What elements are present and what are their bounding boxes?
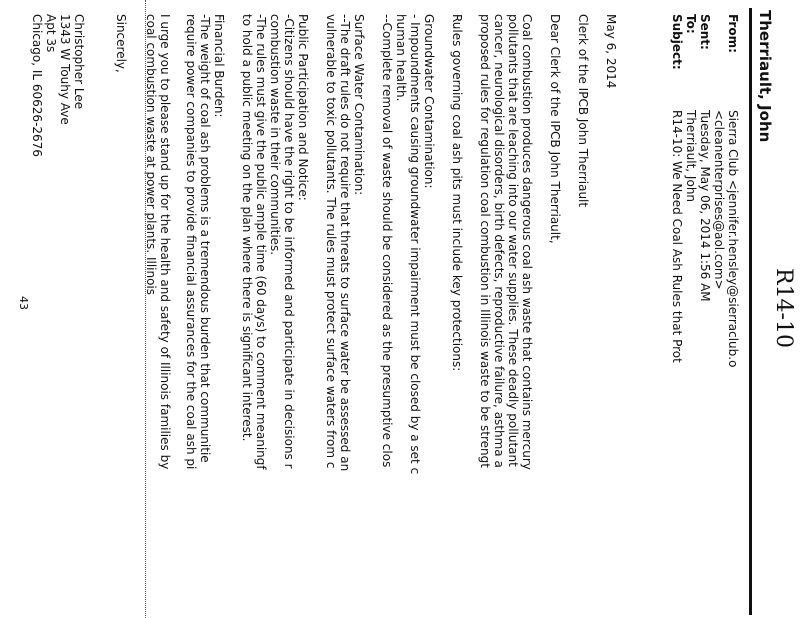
groundwater-heading: Groundwater Contamination:: [422, 14, 436, 189]
signature-address: 1343 W Touhy Ave: [58, 14, 72, 125]
public-line: -The rules must give the public ample time (60 days) to comment meaningf: [254, 14, 268, 470]
financial-heading: Financial Burden:: [212, 14, 226, 118]
signature-apt: Apt 3s: [44, 14, 58, 53]
intro-line: cancer, neurological disorders, birth defects, reproductive failure, asthma a: [492, 14, 506, 468]
surface-line: vulnerable to toxic pollutants. The rules must protect surface waters from c: [324, 14, 338, 469]
from-label: From:: [726, 14, 740, 53]
subject-label: Subject:: [670, 14, 684, 70]
public-line: -Citizens should have the right to be informed and participate in decisions r: [282, 14, 296, 469]
surface-heading: Surface Water Contamination:: [352, 14, 366, 196]
public-line: to hold a public meeting on the plan where there is significant interest.: [240, 14, 254, 442]
salutation: Dear Clerk of the IPCB John Therriault,: [548, 14, 562, 244]
groundwater-line: --Complete removal of waste should be considered as the presumptive clos: [380, 14, 394, 468]
to-label: To:: [684, 14, 698, 34]
page-number: 43: [17, 296, 30, 310]
groundwater-line: human health.: [394, 14, 408, 102]
intro-line: proposed rules for regulation coal combustion in Illinois waste to be strengt: [478, 14, 492, 468]
financial-line: require power companies to provide financial assurances for the coal ash pi: [184, 14, 198, 470]
signature-city: Chicago, IL 60626-2676: [30, 14, 44, 157]
groundwater-line: - Impoundments causing groundwater impairment must be closed by a set c: [408, 14, 422, 475]
signoff: Sincerely,: [114, 14, 128, 73]
public-heading: Public Participation and Notice:: [296, 14, 310, 201]
rules-line: Rules governing coal ash pits must include key protections:: [450, 14, 464, 372]
public-line: combustion waste in their communities.: [268, 14, 282, 256]
from-value: Sierra Club <jennifer.hensley@sierraclub.o: [726, 110, 740, 368]
to-value: Therriault, John: [684, 110, 698, 203]
signature-name: Christopher Lee: [72, 14, 86, 110]
closing-line: coal combustion waste at power plants. Illinois: [144, 14, 158, 296]
subject-value: R14-10: We Need Coal Ash Rules that Prot: [670, 110, 684, 363]
sender-name: Therriault, John: [756, 10, 774, 143]
header-rule: [749, 8, 752, 615]
intro-line: pollutants that are leaching into our water supplies. These deadly pollutant: [506, 14, 520, 467]
sent-value: Tuesday, May 06, 2014 1:56 AM: [698, 110, 712, 302]
from-value-email: <cleanenterprises@aol.com>: [712, 110, 726, 290]
financial-line: -The weight of coal ash problems is a tremendous burden that communitie: [198, 14, 212, 463]
scan-dotted-line: [145, 0, 146, 618]
document-number: R14-10: [771, 268, 796, 348]
sent-label: Sent:: [698, 14, 712, 50]
letter-date: May 6, 2014: [604, 14, 618, 89]
recipient-line: Clerk of the IPCB John Therriault: [576, 14, 590, 208]
surface-line: --The draft rules do not require that threats to surface water be assessed an: [338, 14, 352, 472]
intro-line: Coal combustion produces dangerous coal ash waste that contains mercury: [520, 14, 534, 470]
closing-line: I urge you to please stand up for the health and safety of Illinois families by: [158, 14, 172, 470]
